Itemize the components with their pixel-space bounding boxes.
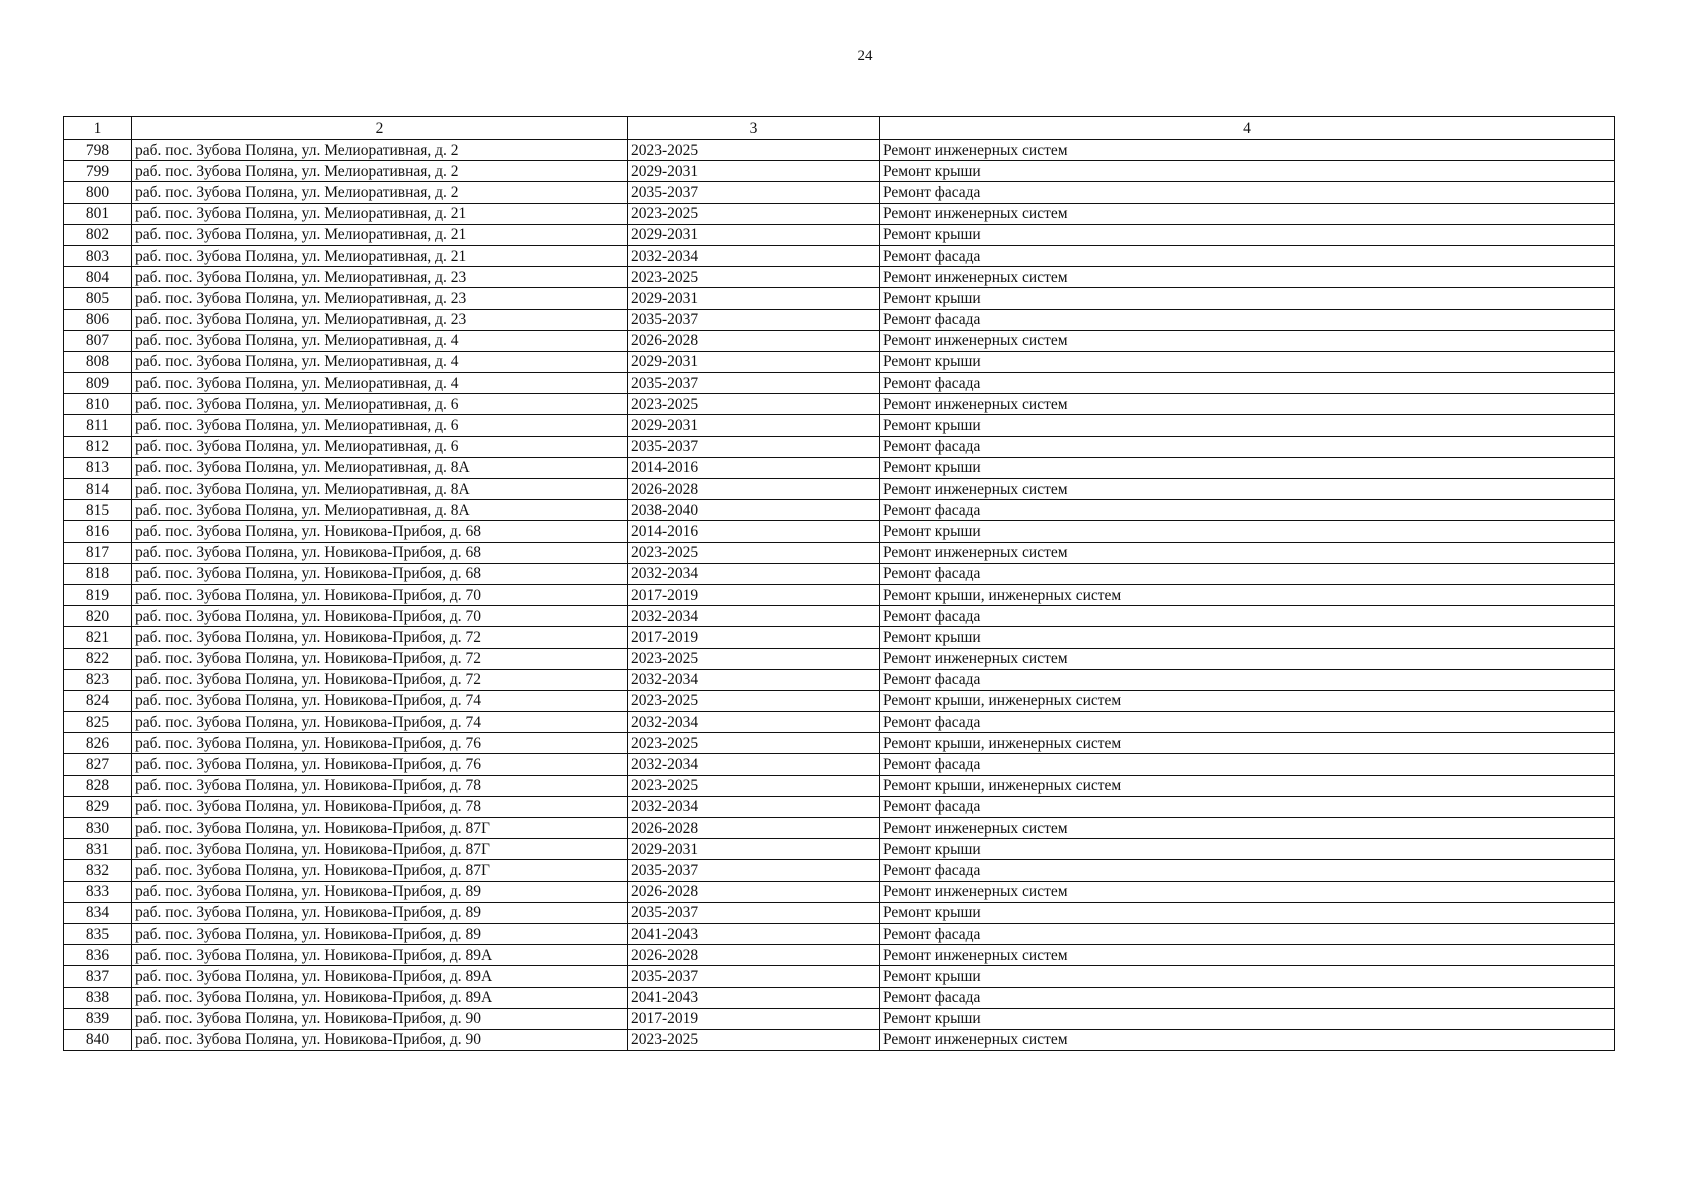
period-cell: 2032-2034 (628, 712, 880, 733)
address-cell: раб. пос. Зубова Поляна, ул. Новикова-Прибоя, д. 74 (132, 712, 628, 733)
row-number-cell: 817 (64, 542, 132, 563)
period-cell: 2026-2028 (628, 818, 880, 839)
work-type-cell: Ремонт инженерных систем (880, 818, 1615, 839)
work-type-cell: Ремонт инженерных систем (880, 203, 1615, 224)
work-type-cell: Ремонт крыши (880, 966, 1615, 987)
row-number-cell: 822 (64, 648, 132, 669)
period-cell: 2023-2025 (628, 140, 880, 161)
table-row (64, 267, 1615, 288)
period-cell: 2035-2037 (628, 436, 880, 457)
work-type-cell: Ремонт фасада (880, 563, 1615, 584)
table-row (64, 775, 1615, 796)
address-cell: раб. пос. Зубова Поляна, ул. Новикова-Прибоя, д. 89А (132, 987, 628, 1008)
row-number-cell: 830 (64, 818, 132, 839)
work-type-cell: Ремонт инженерных систем (880, 394, 1615, 415)
work-type-cell: Ремонт крыши (880, 839, 1615, 860)
period-cell: 2035-2037 (628, 902, 880, 923)
address-cell: раб. пос. Зубова Поляна, ул. Новикова-Прибоя, д. 90 (132, 1029, 628, 1050)
period-cell: 2023-2025 (628, 267, 880, 288)
table-row (64, 288, 1615, 309)
row-number-cell: 808 (64, 351, 132, 372)
column-header-1: 1 (64, 117, 132, 140)
work-type-cell: Ремонт фасада (880, 923, 1615, 944)
work-type-cell: Ремонт инженерных систем (880, 881, 1615, 902)
row-number-cell: 807 (64, 330, 132, 351)
table-row (64, 563, 1615, 584)
work-type-cell: Ремонт крыши (880, 627, 1615, 648)
work-type-cell: Ремонт крыши, инженерных систем (880, 733, 1615, 754)
period-cell: 2032-2034 (628, 606, 880, 627)
period-cell: 2023-2025 (628, 648, 880, 669)
table-row (64, 457, 1615, 478)
row-number-cell: 804 (64, 267, 132, 288)
address-cell: раб. пос. Зубова Поляна, ул. Новикова-Прибоя, д. 68 (132, 521, 628, 542)
table-row (64, 500, 1615, 521)
work-type-cell: Ремонт инженерных систем (880, 1029, 1615, 1050)
address-cell: раб. пос. Зубова Поляна, ул. Новикова-Прибоя, д. 74 (132, 690, 628, 711)
work-type-cell: Ремонт крыши (880, 224, 1615, 245)
address-cell: раб. пос. Зубова Поляна, ул. Новикова-Прибоя, д. 87Г (132, 860, 628, 881)
period-cell: 2026-2028 (628, 881, 880, 902)
work-type-cell: Ремонт инженерных систем (880, 542, 1615, 563)
row-number-cell: 828 (64, 775, 132, 796)
address-cell: раб. пос. Зубова Поляна, ул. Новикова-Прибоя, д. 89А (132, 945, 628, 966)
period-cell: 2032-2034 (628, 754, 880, 775)
row-number-cell: 813 (64, 457, 132, 478)
row-number-cell: 836 (64, 945, 132, 966)
table-row (64, 690, 1615, 711)
period-cell: 2023-2025 (628, 542, 880, 563)
address-cell: раб. пос. Зубова Поляна, ул. Мелиоративная, д. 4 (132, 330, 628, 351)
work-type-cell: Ремонт фасада (880, 500, 1615, 521)
table-row (64, 309, 1615, 330)
period-cell: 2029-2031 (628, 224, 880, 245)
work-type-cell: Ремонт крыши (880, 351, 1615, 372)
work-type-cell: Ремонт инженерных систем (880, 648, 1615, 669)
table-row (64, 351, 1615, 372)
address-cell: раб. пос. Зубова Поляна, ул. Новикова-Прибоя, д. 68 (132, 563, 628, 584)
period-cell: 2038-2040 (628, 500, 880, 521)
address-cell: раб. пос. Зубова Поляна, ул. Новикова-Прибоя, д. 89 (132, 923, 628, 944)
table-row (64, 140, 1615, 161)
row-number-cell: 811 (64, 415, 132, 436)
address-cell: раб. пос. Зубова Поляна, ул. Мелиоративная, д. 23 (132, 309, 628, 330)
table-row (64, 182, 1615, 203)
period-cell: 2032-2034 (628, 245, 880, 266)
address-cell: раб. пос. Зубова Поляна, ул. Новикова-Прибоя, д. 72 (132, 648, 628, 669)
table-row (64, 161, 1615, 182)
period-cell: 2035-2037 (628, 860, 880, 881)
work-type-cell: Ремонт крыши (880, 161, 1615, 182)
table-row (64, 1008, 1615, 1029)
work-type-cell: Ремонт крыши (880, 457, 1615, 478)
row-number-cell: 840 (64, 1029, 132, 1050)
period-cell: 2035-2037 (628, 309, 880, 330)
row-number-cell: 798 (64, 140, 132, 161)
table-row (64, 796, 1615, 817)
work-type-cell: Ремонт фасада (880, 182, 1615, 203)
work-type-cell: Ремонт фасада (880, 987, 1615, 1008)
work-type-cell: Ремонт фасада (880, 606, 1615, 627)
address-cell: раб. пос. Зубова Поляна, ул. Новикова-Прибоя, д. 87Г (132, 839, 628, 860)
work-type-cell: Ремонт крыши (880, 902, 1615, 923)
address-cell: раб. пос. Зубова Поляна, ул. Мелиоративная, д. 23 (132, 288, 628, 309)
address-cell: раб. пос. Зубова Поляна, ул. Новикова-Прибоя, д. 70 (132, 584, 628, 605)
period-cell: 2023-2025 (628, 394, 880, 415)
row-number-cell: 803 (64, 245, 132, 266)
address-cell: раб. пос. Зубова Поляна, ул. Мелиоративная, д. 21 (132, 203, 628, 224)
work-type-cell: Ремонт инженерных систем (880, 140, 1615, 161)
address-cell: раб. пос. Зубова Поляна, ул. Новикова-Прибоя, д. 87Г (132, 818, 628, 839)
table-row (64, 606, 1615, 627)
address-cell: раб. пос. Зубова Поляна, ул. Мелиоративная, д. 6 (132, 436, 628, 457)
period-cell: 2023-2025 (628, 203, 880, 224)
work-type-cell: Ремонт фасада (880, 860, 1615, 881)
address-cell: раб. пос. Зубова Поляна, ул. Мелиоративная, д. 2 (132, 140, 628, 161)
table-row (64, 733, 1615, 754)
work-type-cell: Ремонт крыши (880, 521, 1615, 542)
row-number-cell: 806 (64, 309, 132, 330)
period-cell: 2041-2043 (628, 987, 880, 1008)
period-cell: 2026-2028 (628, 945, 880, 966)
row-number-cell: 835 (64, 923, 132, 944)
address-cell: раб. пос. Зубова Поляна, ул. Мелиоративная, д. 8А (132, 500, 628, 521)
table-row (64, 542, 1615, 563)
table-row (64, 394, 1615, 415)
table-row (64, 839, 1615, 860)
period-cell: 2023-2025 (628, 690, 880, 711)
address-cell: раб. пос. Зубова Поляна, ул. Новикова-Прибоя, д. 78 (132, 775, 628, 796)
work-type-cell: Ремонт фасада (880, 436, 1615, 457)
table-row (64, 584, 1615, 605)
work-type-cell: Ремонт инженерных систем (880, 267, 1615, 288)
period-cell: 2029-2031 (628, 288, 880, 309)
row-number-cell: 818 (64, 563, 132, 584)
table-row (64, 245, 1615, 266)
work-type-cell: Ремонт крыши (880, 288, 1615, 309)
table-row (64, 818, 1615, 839)
period-cell: 2017-2019 (628, 627, 880, 648)
period-cell: 2041-2043 (628, 923, 880, 944)
table-row (64, 1029, 1615, 1050)
work-type-cell: Ремонт крыши (880, 415, 1615, 436)
row-number-cell: 823 (64, 669, 132, 690)
row-number-cell: 827 (64, 754, 132, 775)
work-type-cell: Ремонт инженерных систем (880, 945, 1615, 966)
address-cell: раб. пос. Зубова Поляна, ул. Новикова-Прибоя, д. 76 (132, 733, 628, 754)
table-row (64, 712, 1615, 733)
work-type-cell: Ремонт крыши, инженерных систем (880, 775, 1615, 796)
address-cell: раб. пос. Зубова Поляна, ул. Мелиоративная, д. 23 (132, 267, 628, 288)
row-number-cell: 820 (64, 606, 132, 627)
repair-schedule-table (63, 116, 1615, 1051)
work-type-cell: Ремонт крыши, инженерных систем (880, 584, 1615, 605)
table-row (64, 881, 1615, 902)
period-cell: 2029-2031 (628, 161, 880, 182)
row-number-cell: 819 (64, 584, 132, 605)
address-cell: раб. пос. Зубова Поляна, ул. Новикова-Прибоя, д. 89 (132, 902, 628, 923)
row-number-cell: 815 (64, 500, 132, 521)
work-type-cell: Ремонт фасада (880, 669, 1615, 690)
row-number-cell: 834 (64, 902, 132, 923)
row-number-cell: 831 (64, 839, 132, 860)
period-cell: 2029-2031 (628, 351, 880, 372)
row-number-cell: 809 (64, 373, 132, 394)
address-cell: раб. пос. Зубова Поляна, ул. Мелиоративная, д. 2 (132, 161, 628, 182)
address-cell: раб. пос. Зубова Поляна, ул. Мелиоративная, д. 21 (132, 245, 628, 266)
column-header-3: 3 (628, 117, 880, 140)
period-cell: 2023-2025 (628, 1029, 880, 1050)
work-type-cell: Ремонт фасада (880, 796, 1615, 817)
period-cell: 2017-2019 (628, 1008, 880, 1029)
address-cell: раб. пос. Зубова Поляна, ул. Мелиоративная, д. 6 (132, 415, 628, 436)
address-cell: раб. пос. Зубова Поляна, ул. Новикова-Прибоя, д. 72 (132, 627, 628, 648)
address-cell: раб. пос. Зубова Поляна, ул. Новикова-Прибоя, д. 72 (132, 669, 628, 690)
work-type-cell: Ремонт фасада (880, 309, 1615, 330)
table-header-row (64, 117, 1615, 140)
period-cell: 2035-2037 (628, 373, 880, 394)
address-cell: раб. пос. Зубова Поляна, ул. Новикова-Прибоя, д. 78 (132, 796, 628, 817)
work-type-cell: Ремонт крыши (880, 1008, 1615, 1029)
table-row (64, 203, 1615, 224)
row-number-cell: 838 (64, 987, 132, 1008)
address-cell: раб. пос. Зубова Поляна, ул. Новикова-Прибоя, д. 90 (132, 1008, 628, 1029)
work-type-cell: Ремонт фасада (880, 712, 1615, 733)
row-number-cell: 801 (64, 203, 132, 224)
table-row (64, 479, 1615, 500)
period-cell: 2032-2034 (628, 669, 880, 690)
address-cell: раб. пос. Зубова Поляна, ул. Мелиоративная, д. 2 (132, 182, 628, 203)
address-cell: раб. пос. Зубова Поляна, ул. Мелиоративная, д. 4 (132, 351, 628, 372)
period-cell: 2035-2037 (628, 966, 880, 987)
address-cell: раб. пос. Зубова Поляна, ул. Мелиоративная, д. 8А (132, 479, 628, 500)
table-row (64, 754, 1615, 775)
table-row (64, 987, 1615, 1008)
table-row (64, 521, 1615, 542)
row-number-cell: 825 (64, 712, 132, 733)
table-row (64, 669, 1615, 690)
table-row (64, 436, 1615, 457)
table-body (64, 140, 1615, 1051)
table-row (64, 923, 1615, 944)
page-number: 24 (857, 48, 873, 64)
column-header-2: 2 (132, 117, 628, 140)
row-number-cell: 802 (64, 224, 132, 245)
row-number-cell: 824 (64, 690, 132, 711)
row-number-cell: 812 (64, 436, 132, 457)
period-cell: 2026-2028 (628, 330, 880, 351)
address-cell: раб. пос. Зубова Поляна, ул. Новикова-Прибоя, д. 89А (132, 966, 628, 987)
row-number-cell: 814 (64, 479, 132, 500)
period-cell: 2035-2037 (628, 182, 880, 203)
period-cell: 2014-2016 (628, 457, 880, 478)
work-type-cell: Ремонт инженерных систем (880, 330, 1615, 351)
address-cell: раб. пос. Зубова Поляна, ул. Мелиоративная, д. 21 (132, 224, 628, 245)
work-type-cell: Ремонт фасада (880, 245, 1615, 266)
table-row (64, 945, 1615, 966)
table-row (64, 648, 1615, 669)
period-cell: 2023-2025 (628, 775, 880, 796)
row-number-cell: 810 (64, 394, 132, 415)
table-row (64, 415, 1615, 436)
row-number-cell: 800 (64, 182, 132, 203)
period-cell: 2017-2019 (628, 584, 880, 605)
table-row (64, 224, 1615, 245)
table-row (64, 373, 1615, 394)
work-type-cell: Ремонт фасада (880, 373, 1615, 394)
row-number-cell: 816 (64, 521, 132, 542)
table-row (64, 627, 1615, 648)
address-cell: раб. пос. Зубова Поляна, ул. Новикова-Прибоя, д. 70 (132, 606, 628, 627)
row-number-cell: 829 (64, 796, 132, 817)
row-number-cell: 837 (64, 966, 132, 987)
address-cell: раб. пос. Зубова Поляна, ул. Новикова-Прибоя, д. 76 (132, 754, 628, 775)
table-row (64, 330, 1615, 351)
period-cell: 2032-2034 (628, 796, 880, 817)
address-cell: раб. пос. Зубова Поляна, ул. Новикова-Прибоя, д. 89 (132, 881, 628, 902)
row-number-cell: 839 (64, 1008, 132, 1029)
address-cell: раб. пос. Зубова Поляна, ул. Мелиоративная, д. 8А (132, 457, 628, 478)
work-type-cell: Ремонт инженерных систем (880, 479, 1615, 500)
row-number-cell: 799 (64, 161, 132, 182)
period-cell: 2026-2028 (628, 479, 880, 500)
row-number-cell: 826 (64, 733, 132, 754)
work-type-cell: Ремонт фасада (880, 754, 1615, 775)
period-cell: 2023-2025 (628, 733, 880, 754)
address-cell: раб. пос. Зубова Поляна, ул. Новикова-Прибоя, д. 68 (132, 542, 628, 563)
address-cell: раб. пос. Зубова Поляна, ул. Мелиоративная, д. 4 (132, 373, 628, 394)
table-row (64, 966, 1615, 987)
row-number-cell: 805 (64, 288, 132, 309)
work-type-cell: Ремонт крыши, инженерных систем (880, 690, 1615, 711)
column-header-4: 4 (880, 117, 1615, 140)
row-number-cell: 833 (64, 881, 132, 902)
row-number-cell: 821 (64, 627, 132, 648)
period-cell: 2029-2031 (628, 839, 880, 860)
table-row (64, 902, 1615, 923)
row-number-cell: 832 (64, 860, 132, 881)
period-cell: 2032-2034 (628, 563, 880, 584)
table-row (64, 860, 1615, 881)
period-cell: 2014-2016 (628, 521, 880, 542)
address-cell: раб. пос. Зубова Поляна, ул. Мелиоративная, д. 6 (132, 394, 628, 415)
period-cell: 2029-2031 (628, 415, 880, 436)
